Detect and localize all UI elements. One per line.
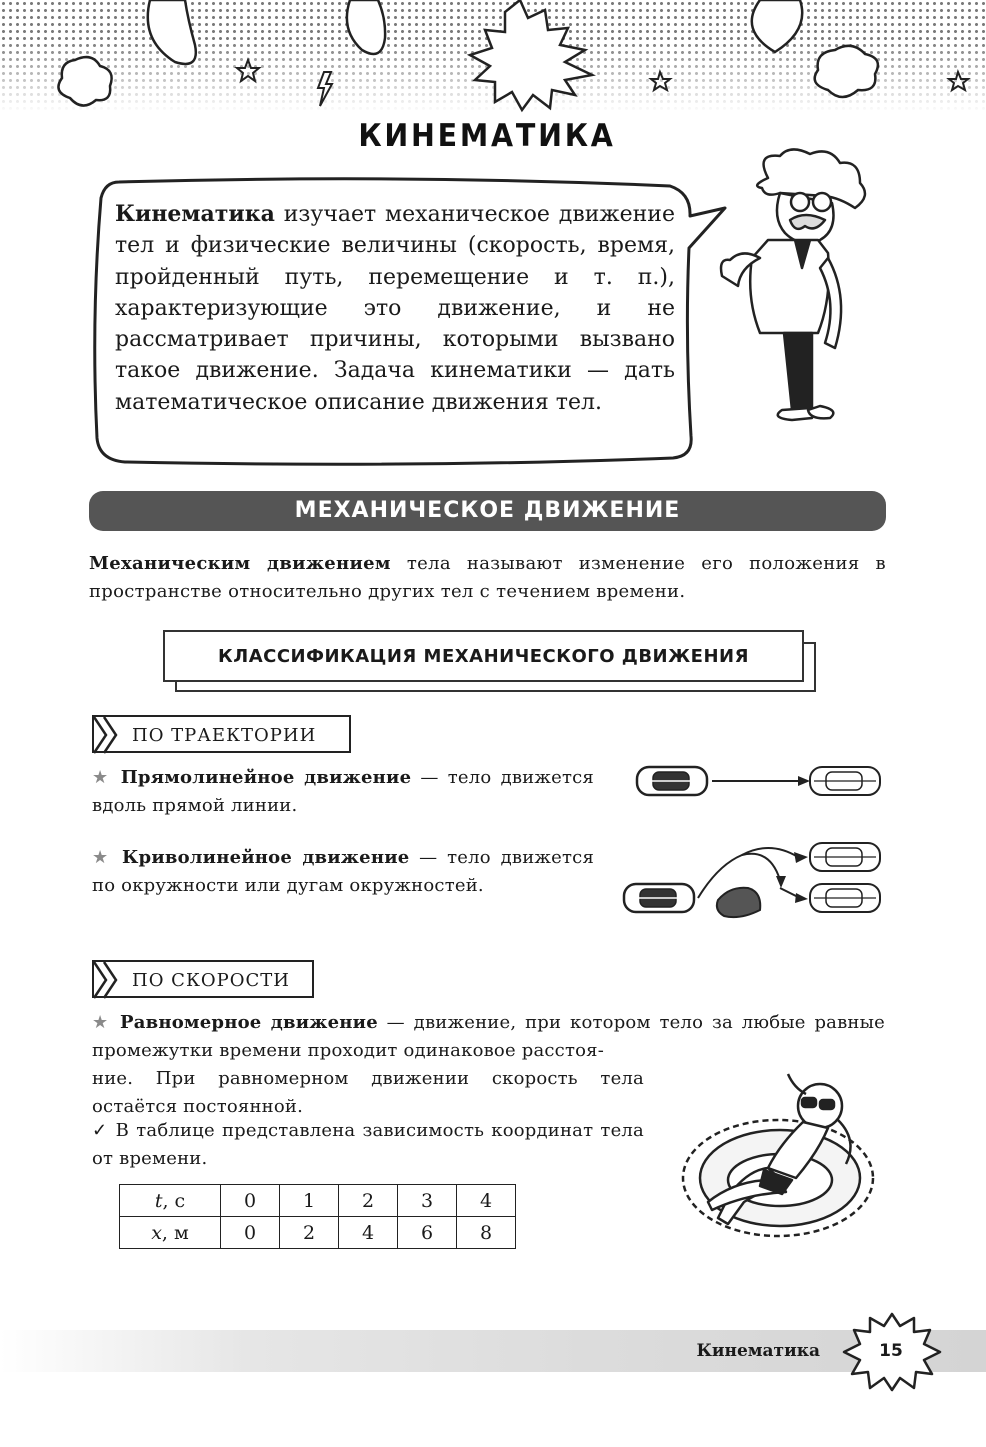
- table-note: [92, 1117, 644, 1173]
- car-icon: [624, 884, 694, 912]
- star-icon: ★: [92, 767, 112, 788]
- footer-band: [0, 1330, 986, 1372]
- curvilinear-term: Криволинейное движение: [121, 847, 410, 868]
- data-table: [119, 1184, 516, 1249]
- trajectory-illustration: [620, 760, 890, 920]
- uniform-term: Равномерное движение: [120, 1012, 378, 1033]
- table-cell: 0: [221, 1185, 280, 1217]
- variable-x: x: [151, 1221, 162, 1244]
- rectilinear-body: — тело движется вдоль прямой линии.: [92, 767, 594, 816]
- table-cell: 2: [280, 1217, 339, 1249]
- section-title: МЕХАНИЧЕСКОЕ ДВИЖЕНИЕ: [89, 491, 886, 531]
- intro-term: Кинематика: [115, 201, 275, 227]
- page-number: 15: [879, 1341, 903, 1361]
- star-icon: ★: [92, 847, 113, 868]
- classification-title: КЛАССИФИКАЦИЯ МЕХАНИЧЕСКОГО ДВИЖЕНИЯ: [163, 630, 804, 682]
- table-cell: 1: [280, 1185, 339, 1217]
- table-cell: 0: [221, 1217, 280, 1249]
- table-cell: 4: [457, 1185, 516, 1217]
- car-icon: [810, 767, 880, 795]
- car-icon: [810, 884, 880, 912]
- list-item-uniform: [92, 1009, 885, 1065]
- uniform-continuation: ние. При равномерном движении скорость тела остаётся постоянной.: [92, 1068, 644, 1117]
- professor-illustration: [700, 148, 890, 428]
- intro-body: изучает механическое движение тел и физические величины (скорость, время, пройденный путь, перемещение и т. п.), характеризующие это движение, и не рассматривает причины, которыми вызвано такое движение. Задача кинематики — дать математическое описание движения тел.: [115, 202, 675, 415]
- table-note-text: В таблице представлена зависимость координат тела от времени.: [92, 1120, 644, 1169]
- definition-paragraph: [89, 550, 886, 606]
- category-trajectory-label: ПО ТРАЕКТОРИИ: [132, 725, 317, 746]
- definition-term: Механическим движением: [89, 553, 391, 574]
- check-icon: ✓: [92, 1120, 109, 1141]
- rock-icon: [717, 888, 760, 917]
- star-icon: ★: [92, 1012, 112, 1033]
- unit-label: , с: [162, 1189, 186, 1212]
- rectilinear-term: Прямолинейное движение: [120, 767, 412, 788]
- swimmer-illustration: [668, 1060, 888, 1260]
- header-decoration: [0, 0, 986, 115]
- category-speed: [92, 960, 314, 998]
- footer-section-label: Кинематика: [696, 1341, 820, 1361]
- table-cell: 4: [339, 1217, 398, 1249]
- car-icon: [810, 843, 880, 871]
- category-trajectory: [92, 715, 351, 753]
- table-row: [120, 1185, 516, 1217]
- table-row-header: [120, 1185, 221, 1217]
- curvilinear-body: — тело движется по окружности или дугам окружностей.: [92, 847, 594, 896]
- chevron-icon: [92, 960, 128, 1000]
- intro-paragraph: [115, 199, 675, 418]
- category-speed-label: ПО СКОРОСТИ: [132, 970, 290, 991]
- uniform-body: — движение, при котором тело за любые равные промежутки времени проходит одинаковое расстоя-: [92, 1012, 886, 1061]
- table-cell: 3: [398, 1185, 457, 1217]
- list-item-rectilinear: [92, 764, 594, 820]
- table-row-header: [120, 1217, 221, 1249]
- unit-label: , м: [161, 1221, 189, 1244]
- table-row: [120, 1217, 516, 1249]
- list-item-curvilinear: [92, 844, 594, 900]
- table-cell: 8: [457, 1217, 516, 1249]
- car-icon: [637, 767, 707, 795]
- definition-body: тела называют изменение его положения в пространстве относительно других тел с течением времени.: [89, 553, 886, 602]
- page-title: КИНЕМАТИКА: [358, 118, 616, 154]
- chevron-icon: [92, 715, 128, 755]
- table-cell: 6: [398, 1217, 457, 1249]
- variable-t: t: [154, 1189, 163, 1212]
- table-cell: 2: [339, 1185, 398, 1217]
